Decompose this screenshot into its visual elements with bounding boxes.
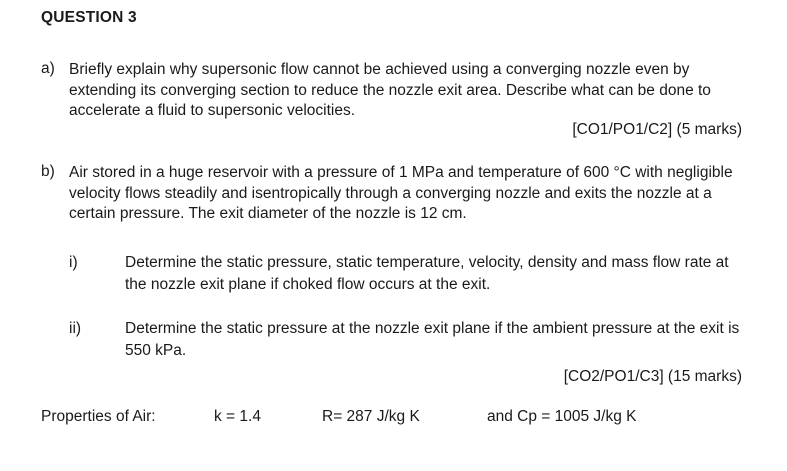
- part-a-marks: [CO1/PO1/C2] (5 marks): [572, 121, 742, 138]
- sub-question-i-label: i): [69, 254, 78, 271]
- part-b-text: Air stored in a huge reservoir with a pressure of 1 MPa and temperature of 600 °C with negligible velocity flows steadily and isentropically through a converging nozzle and exits the nozzle at a certain pressure. The exit diameter of the nozzle is 12 cm.: [69, 164, 733, 222]
- part-a-label: a): [41, 60, 55, 77]
- properties-label: Properties of Air:: [41, 408, 156, 425]
- part-b-marks: [CO2/PO1/C3] (15 marks): [563, 368, 742, 385]
- property-cp: and Cp = 1005 J/kg K: [487, 408, 637, 425]
- property-k: k = 1.4: [214, 408, 261, 425]
- part-a-text: Briefly explain why supersonic flow cannot be achieved using a converging nozzle even by extending its converging section to reduce the nozzle exit area. Describe what can be done to accelerate a fluid to supersonic velocities.: [69, 61, 711, 119]
- part-b-label: b): [41, 163, 55, 180]
- sub-question-ii-label: ii): [69, 320, 82, 337]
- question-title: QUESTION 3: [41, 9, 137, 26]
- sub-question-i-text: Determine the static pressure, static temperature, velocity, density and mass flow rate at the nozzle exit plane if choked flow occurs at the exit.: [125, 254, 729, 293]
- property-r: R= 287 J/kg K: [322, 408, 420, 425]
- sub-question-ii-text: Determine the static pressure at the nozzle exit plane if the ambient pressure at the exit is 550 kPa.: [125, 320, 740, 359]
